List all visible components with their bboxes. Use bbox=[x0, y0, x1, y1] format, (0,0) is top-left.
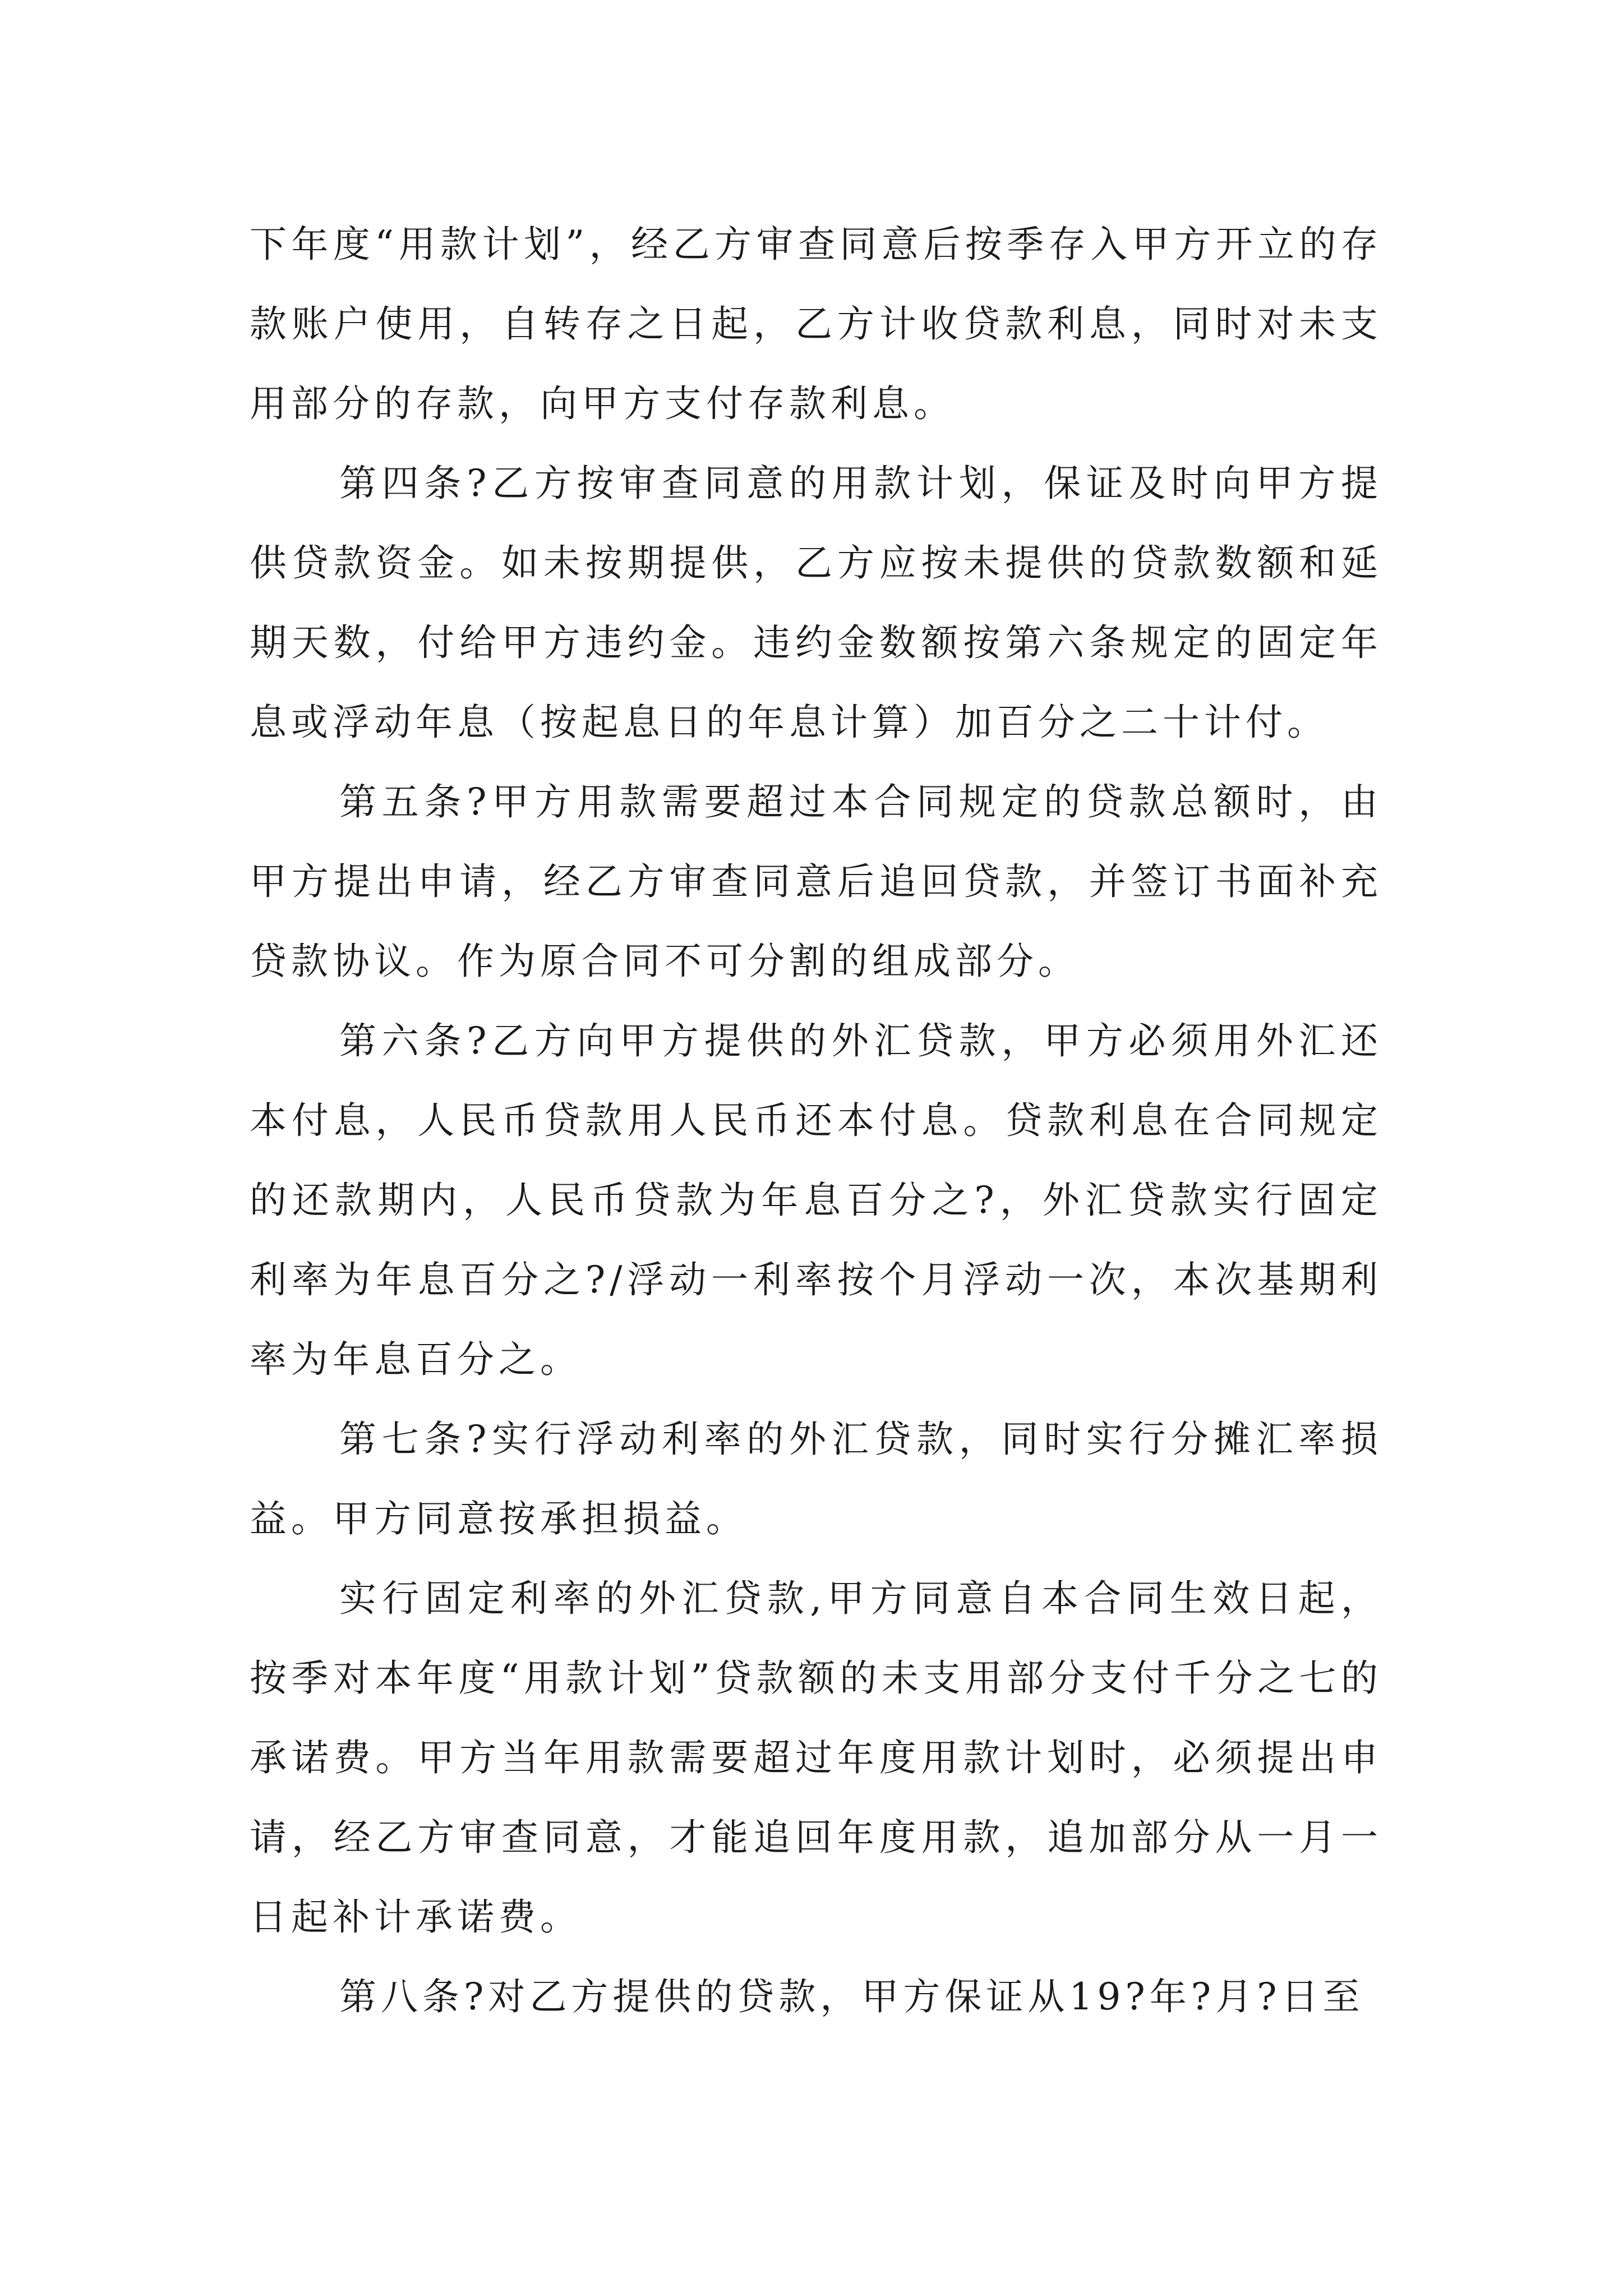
paragraph-article-8: 第八条?对乙方提供的贷款，甲方保证从19?年?月?日至 bbox=[339, 1975, 1364, 2018]
document-body bbox=[250, 205, 1382, 2037]
paragraph-continued-from-previous-page: 下年度“用款计划”，经乙方审查同意后按季存入甲方开立的存款账户使用，自转存之日起，乙方计收贷款利息，同时对未支用部分的存款，向甲方支付存款利息。 bbox=[250, 223, 1382, 425]
paragraph-article-5: 第五条?甲方用款需要超过本合同规定的贷款总额时，由甲方提出申请，经乙方审查同意后追回贷款，并签订书面补充贷款协议。作为原合同不可分割的组成部分。 bbox=[250, 780, 1382, 983]
paragraph-article-6: 第六条?乙方向甲方提供的外汇贷款，甲方必须用外汇还本付息，人民币贷款用人民币还本付息。贷款利息在合同规定的还款期内，人民币贷款为年息百分之?，外汇贷款实行固定利率为年息百分之?/浮动一利率按个月浮动一次，本次基期利率为年息百分之。 bbox=[250, 1019, 1382, 1381]
paragraph-article-4: 第四条?乙方按审查同意的用款计划，保证及时向甲方提供贷款资金。如未按期提供，乙方应按未提供的贷款数额和延期天数，付给甲方违约金。违约金数额按第六条规定的固定年息或浮动年息（按起息日的年息计算）加百分之二十计付。 bbox=[250, 462, 1382, 744]
paragraph-fixed-rate-commitment-fee: 实行固定利率的外汇贷款,甲方同意自本合同生效日起，按季对本年度“用款计划”贷款额的未支用部分支付千分之七的承诺费。甲方当年用款需要超过年度用款计划时，必须提出申请，经乙方审查同意，才能追回年度用款，追加部分从一月一日起补计承诺费。 bbox=[250, 1577, 1382, 1939]
paragraph-article-7: 第七条?实行浮动利率的外汇贷款，同时实行分摊汇率损益。甲方同意按承担损益。 bbox=[250, 1418, 1382, 1540]
